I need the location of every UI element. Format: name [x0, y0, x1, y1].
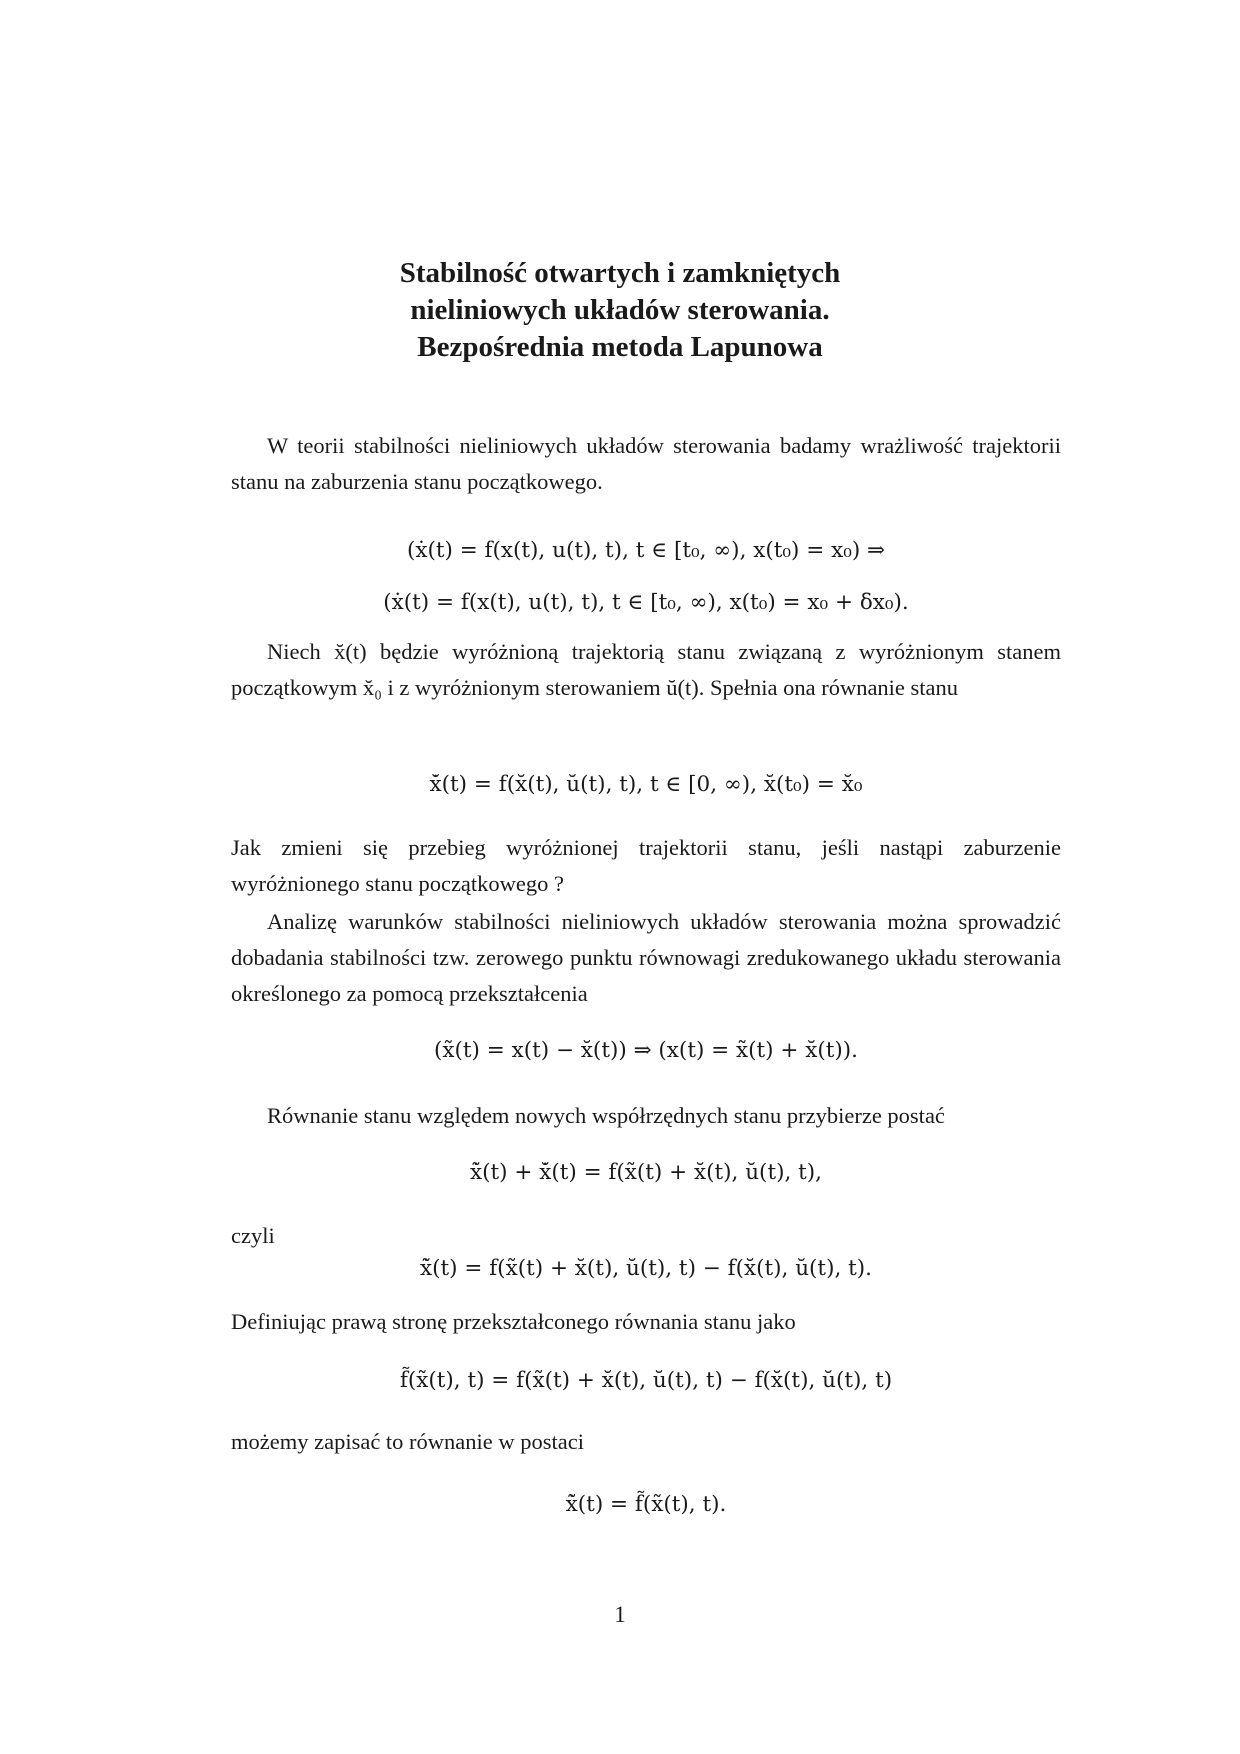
paragraph-mozemy: [231, 1424, 1061, 1460]
paragraph-czyli-text: czyli: [231, 1223, 275, 1248]
equation-4: (x̃(t) = x(t) − x̆(t)) ⇒ (x(t) = x̃(t) + x̆(t)).: [433, 1038, 859, 1063]
paragraph-question-text: Jak zmieni się przebieg wyróżnionej trajektorii stanu, jeśli nastąpi zaburzenie wyróżnionego stanu początkowego ?: [231, 835, 1061, 896]
paragraph-analiza-text: Analizę warunków stabilności nieliniowych układów sterowania można sprowadzić dobadania stabilności tzw. zerowego punktu równowagi zredukowanego układu sterowania określonego za pomocą przekształcenia: [231, 909, 1061, 1006]
title-line-3: Bezpośrednia metoda Lapunowa: [417, 331, 823, 363]
equation-1: (ẋ(t) = f(x(t), u(t), t), t ∈ [t₀, ∞), x(t₀) = x₀) ⇒: [406, 538, 886, 563]
paragraph-intro-text: W teorii stabilności nieliniowych układów sterowania badamy wrażliwość trajektorii stanu na zaburzenia stanu początkowego.: [231, 433, 1061, 494]
equation-6: x̃̇(t) = f(x̃(t) + x̆(t), ŭ(t), t) − f(x̆(t), ŭ(t), t).: [420, 1256, 872, 1281]
paragraph-intro: [231, 428, 1061, 500]
paragraph-rownanie: [231, 1098, 1061, 1134]
paragraph-niech-text: Niech x̆(t) będzie wyróżnioną trajektorią stanu związaną z wyróżnionym stanem początkowym x̆₀ i z wyróżnionym sterowaniem ŭ(t). Spełnia ona równanie stanu: [231, 639, 1061, 700]
paragraph-definiujac: [231, 1304, 1061, 1340]
paragraph-czyli: [231, 1218, 1061, 1254]
equation-2: (ẋ(t) = f(x(t), u(t), t), t ∈ [t₀, ∞), x(t₀) = x₀ + δx₀).: [383, 590, 909, 615]
paragraph-niech: [231, 634, 1061, 706]
equation-3: x̆̇(t) = f(x̆(t), ŭ(t), t), t ∈ [0, ∞), x̆(t₀) = x̆₀: [429, 772, 863, 797]
paragraph-analiza: [231, 904, 1061, 1012]
title-line-2: nieliniowych układów sterowania.: [410, 294, 830, 326]
paragraph-mozemy-text: możemy zapisać to równanie w postaci: [231, 1429, 585, 1454]
equation-7: f̃(x̃(t), t) = f(x̃(t) + x̆(t), ŭ(t), t) − f(x̆(t), ŭ(t), t): [399, 1368, 893, 1393]
page-title: [230, 255, 1010, 366]
title-line-1: Stabilność otwartych i zamkniętych: [399, 257, 841, 289]
paragraph-definiujac-text: Definiując prawą stronę przekształconego równania stanu jako: [231, 1309, 796, 1334]
equation-8: x̃̇(t) = f̃(x̃(t), t).: [565, 1492, 727, 1517]
paragraph-question: [231, 830, 1061, 902]
page-number: 1: [614, 1602, 626, 1627]
paragraph-rownanie-text: Równanie stanu względem nowych współrzędnych stanu przybierze postać: [267, 1103, 945, 1128]
equation-5: x̃̇(t) + x̆̇(t) = f(x̃(t) + x̆(t), ŭ(t), t),: [469, 1160, 823, 1185]
